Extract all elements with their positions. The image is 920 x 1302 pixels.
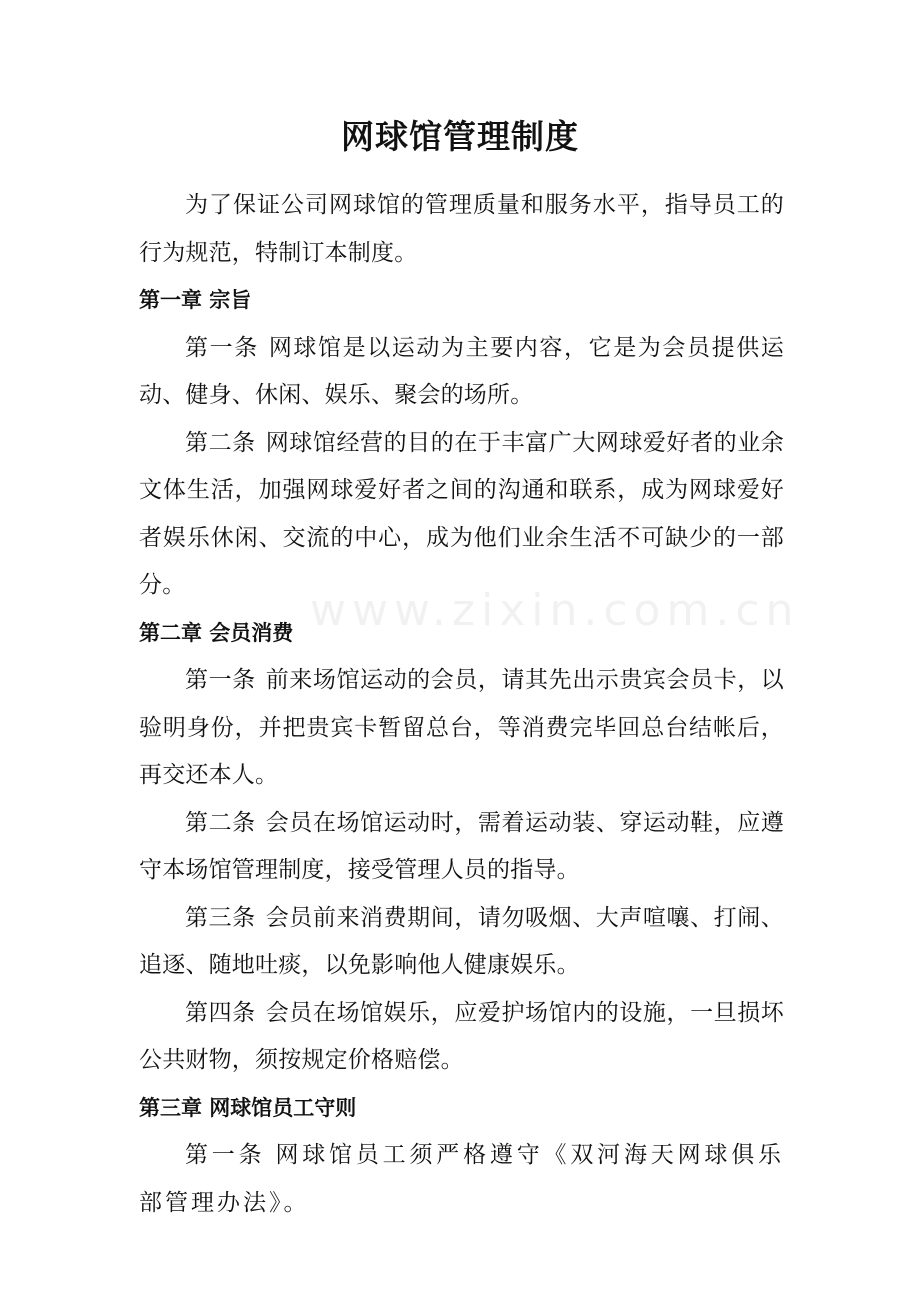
chapter-heading-2: 第二章 会员消费 [139, 620, 294, 645]
document-title: 网球馆管理制度 [341, 117, 579, 156]
article-paragraph [139, 420, 784, 610]
article-label: 第二条 [185, 429, 256, 456]
article-paragraph [139, 895, 784, 990]
article-text: 网球馆员工须严格遵守《双河海天网球俱乐部管理办法》。 [139, 1142, 785, 1216]
article-label: 第一条 [185, 1142, 266, 1168]
article-text: 会员在场馆运动时，需着运动装、穿运动鞋，应遵守本场馆管理制度，接受管理人员的指导。 [139, 809, 784, 883]
article-label: 第一条 [185, 334, 259, 361]
watermark: www.zixin.com.cn [310, 585, 800, 636]
article-text: 网球馆经营的目的在于丰富广大网球爱好者的业余文体生活，加强网球爱好者之间的沟通和联系，成为网球爱好者娱乐休闲、交流的中心，成为他们业余生活不可缺少的一部分。 [139, 429, 784, 598]
article-label: 第四条 [185, 999, 256, 1026]
article-paragraph [139, 800, 784, 895]
article-text: 前来场馆运动的会员，请其先出示贵宾会员卡，以验明身份，并把贵宾卡暂留总台，等消费完毕回总台结帐后，再交还本人。 [139, 667, 784, 788]
article-label: 第一条 [185, 667, 256, 693]
document-body [139, 182, 800, 1227]
intro-paragraph: 为了保证公司网球馆的管理质量和服务水平，指导员工的行为规范，特制订本制度。 [139, 192, 784, 266]
article-text: 网球馆是以运动为主要内容，它是为会员提供运动、健身、休闲、娱乐、聚会的场所。 [139, 334, 785, 408]
article-text: 会员前来消费期间，请勿吸烟、大声喧嚷、打闹、追逐、随地吐痰，以免影响他人健康娱乐。 [139, 904, 784, 978]
chapter-heading-3: 第三章 网球馆员工守则 [139, 1095, 357, 1120]
article-paragraph [139, 657, 784, 800]
article-paragraph [139, 1132, 784, 1227]
article-paragraph [139, 325, 784, 420]
article-paragraph [139, 990, 784, 1085]
chapter-heading-1: 第一章 宗旨 [139, 288, 252, 312]
article-text: 会员在场馆娱乐，应爱护场馆内的设施，一旦损坏公共财物，须按规定价格赔偿。 [139, 999, 784, 1073]
article-label: 第三条 [185, 904, 256, 931]
article-label: 第二条 [185, 809, 256, 836]
